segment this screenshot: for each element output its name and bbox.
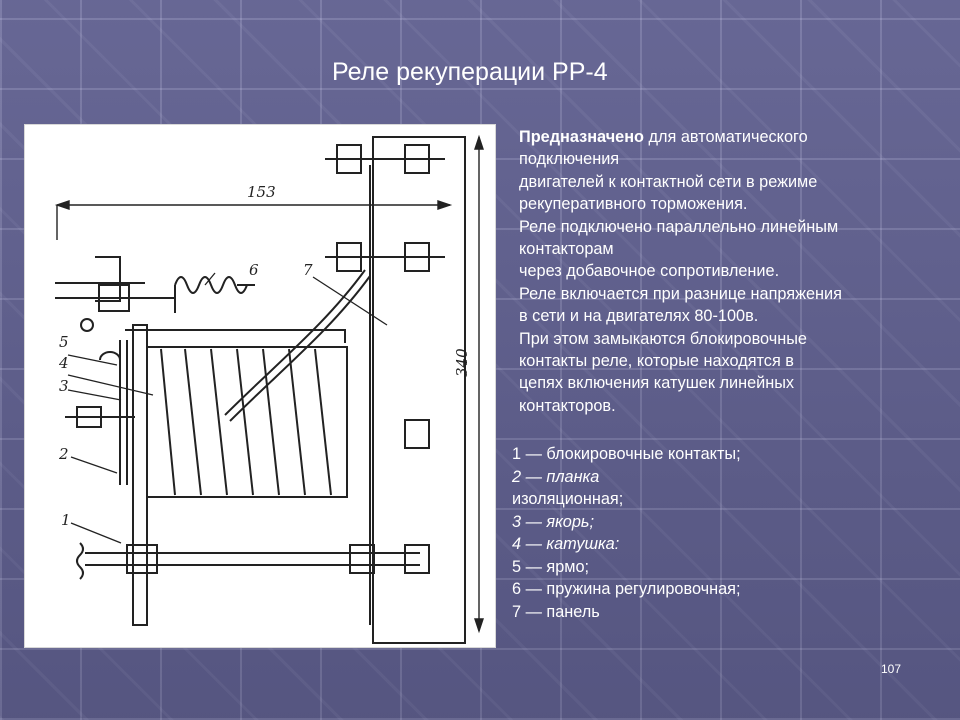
description-line: через добавочное сопротивление. xyxy=(519,262,780,281)
description-lead-bold: Предназначено xyxy=(519,128,644,146)
callout-3: 3 xyxy=(59,377,69,395)
parts-legend xyxy=(512,443,812,623)
description-line: цепях включения катушек линейных xyxy=(519,374,795,393)
yoke xyxy=(133,325,147,625)
regulating-spring xyxy=(175,277,247,293)
callout-5: 5 xyxy=(59,333,69,351)
relay-technical-drawing xyxy=(24,124,496,648)
legend-item: 1 — блокировочные контакты; xyxy=(512,445,741,463)
callout-6: 6 xyxy=(249,261,259,279)
legend-item: изоляционная; xyxy=(512,490,624,508)
description-line: При этом замыкаются блокировочные xyxy=(519,329,807,348)
description-text xyxy=(519,126,919,417)
description-line: Реле подключено параллельно линейным xyxy=(519,217,839,236)
slide-title: Реле рекуперации РР-4 xyxy=(332,58,608,86)
callout-4: 4 xyxy=(59,354,69,372)
page-number: 107 xyxy=(881,662,902,676)
legend-item: 4 — катушка: xyxy=(512,535,620,553)
description-line: подключения xyxy=(519,150,620,169)
description-line xyxy=(519,126,919,148)
legend-item: 6 — пружина регулировочная; xyxy=(512,580,741,598)
description-line: в сети и на двигателях 80-100в. xyxy=(519,307,759,326)
relay-drawing-svg xyxy=(25,125,495,647)
callout-1: 1 xyxy=(61,511,71,529)
legend-item: 3 — якорь; xyxy=(512,512,594,531)
description-lead-rest: для автоматического xyxy=(644,128,808,146)
legend-item: 5 — ярмо; xyxy=(512,557,590,576)
callout-7: 7 xyxy=(303,261,313,279)
legend-item: 7 — панель xyxy=(512,602,600,621)
description-line: Реле включается при разнице напряжения xyxy=(519,284,842,303)
dimension-height-label: 340 xyxy=(453,348,471,377)
panel-plate xyxy=(373,137,465,643)
description-line: рекуперативного торможения. xyxy=(519,195,748,214)
description-line: контакторам xyxy=(519,240,614,259)
dimension-width-label: 153 xyxy=(247,183,276,201)
callout-2: 2 xyxy=(59,445,69,463)
description-line: двигателей к контактной сети в режиме xyxy=(519,172,818,191)
description-line: контакторов. xyxy=(519,396,616,415)
legend-item: 2 — планка xyxy=(512,467,600,486)
description-line: контакты реле, которые находятся в xyxy=(519,352,794,371)
